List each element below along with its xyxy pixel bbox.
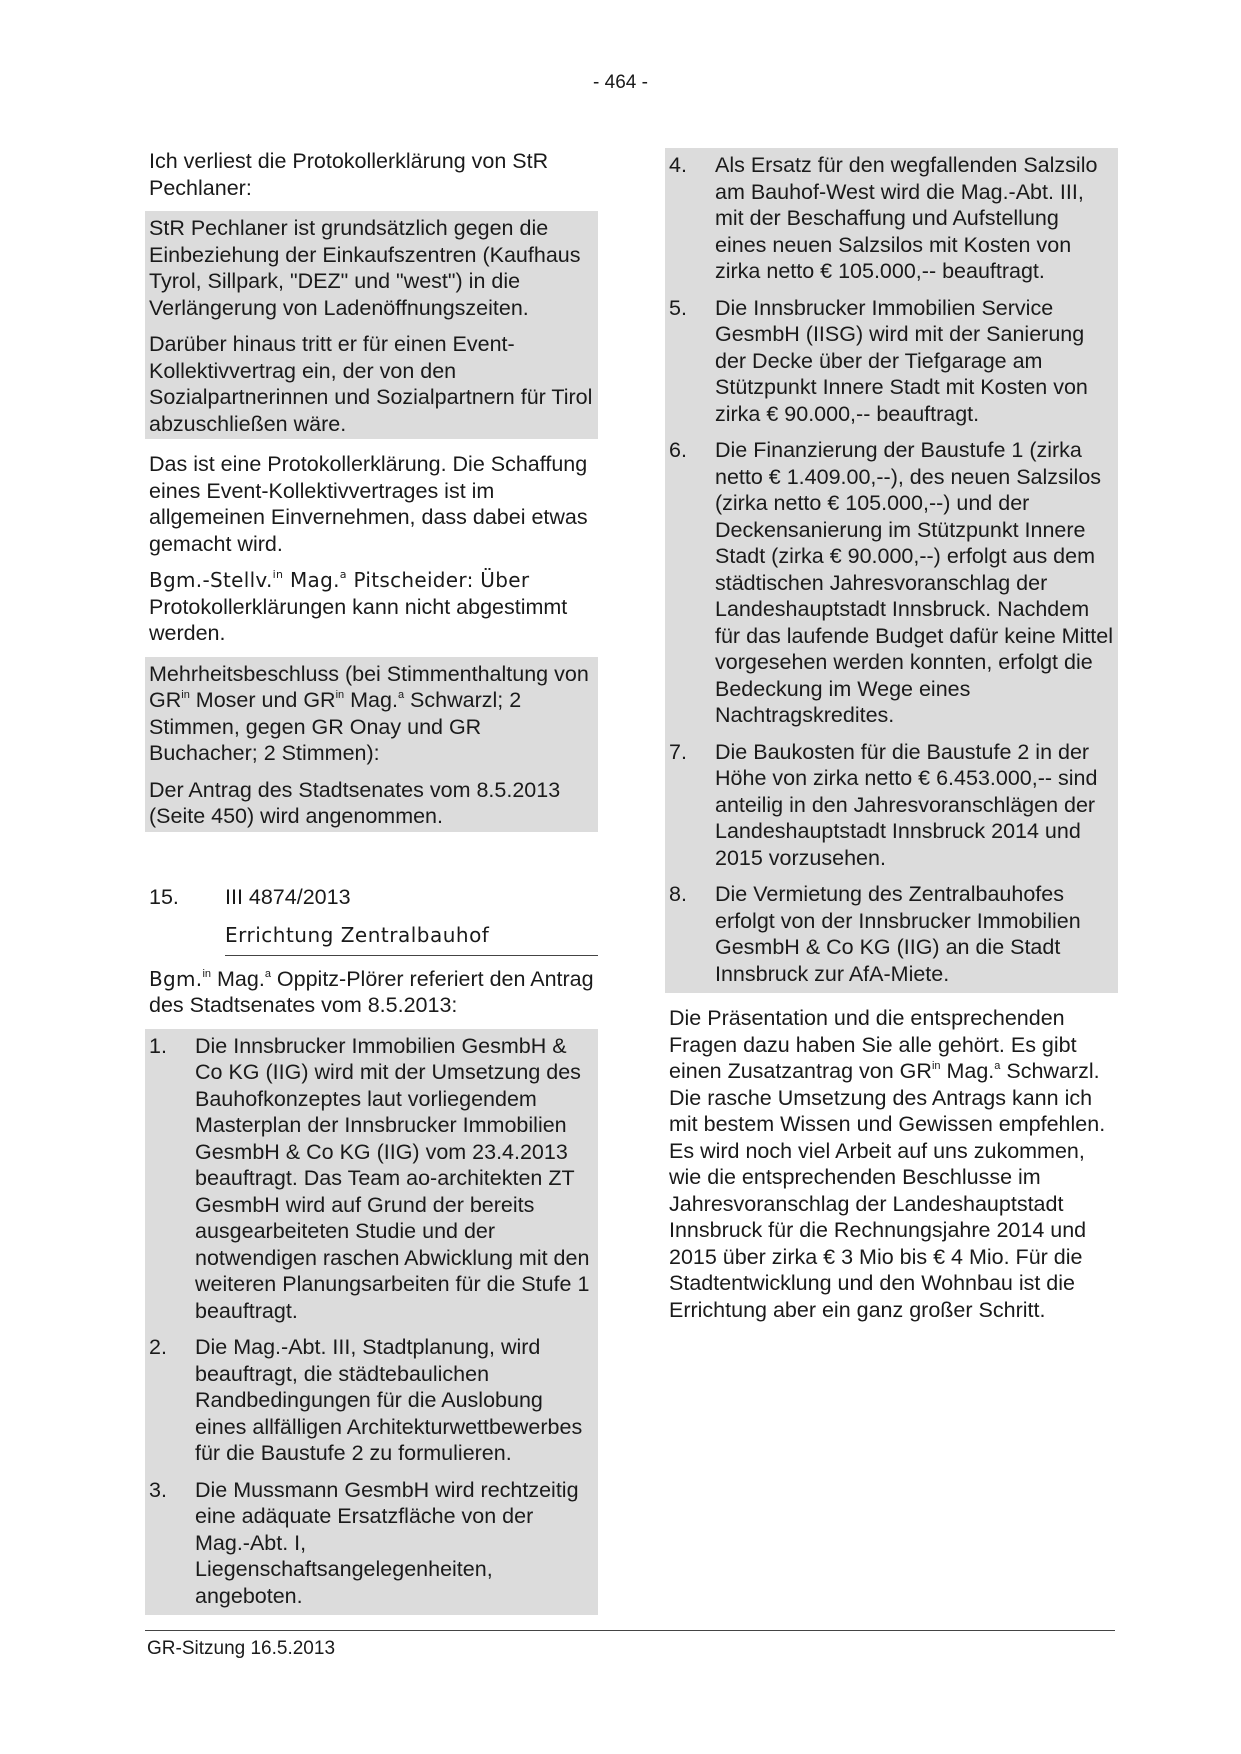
closing-text: Die Präsentation und die entsprechenden Fragen dazu haben Sie alle gehört. Es gibt einen Zusatzantrag von $GR^{in}$ Mag.$^a$ Schwarzl. Die rasche Umsetzung des Antrags kann ich mit bestem Wissen und Gewissen empfehlen. Es wird noch viel Arbeit auf uns zukommen, wie die entsprechenden Beschlusse im Jahresvoranschlag der Landeshauptstadt Innsbruck für die Rechnungsjahre 2014 und 2015 über zirka € 3 Mio bis € 4 Mio. Für die Stadtentwicklung und den Wohnbau ist die Errichtung aber ein ganz großer Schritt. xyxy=(669,1006,1106,1322)
agenda-title: Errichtung Zentralbauhof xyxy=(225,910,598,956)
agenda-code: III 4874/2013 xyxy=(225,884,351,909)
list-item: 5. Die Innsbrucker Immobilien Service GesmbH (IISG) wird mit der Sanierung der Decke über der Tiefgarage am Stützpunkt Innere Stadt mit Kosten von zirka € 90.000,-- beauftragt. xyxy=(669,295,1088,426)
list-item: 6. Die Finanzierung der Baustufe 1 (zirka netto € 1.409.00,--), des neuen Salzsilos (zirka netto € 105.000,--) und der Deckensanierung im Stützpunkt Innere Stadt (zirka € 90.000,--) erfolgt aus dem städtischen Jahresvoranschlag der Landeshauptstadt Innsbruck. Nachdem für das laufende Budget dafür keine Mittel vorgesehen werden konnten, erfolgt die Bedeckung im Wege eines Nachtragskredites. xyxy=(669,438,1114,727)
agenda-number: 15. xyxy=(149,884,179,909)
intro-text: Ich verliest die Protokollerklärung von StR Pechlaner: xyxy=(149,149,549,200)
vote-text: Mehrheitsbeschluss (bei Stimmenthaltung von $GR^{in}$ Moser und $GR^{in}$ Mag.$^a$ Schwarzl; 2 Stimmen, gegen GR Onay und GR Buchacher; 2 Stimmen): xyxy=(149,661,589,765)
list-item: 1. Die Innsbrucker Immobilien GesmbH & Co KG (IIG) wird mit der Umsetzung des Bauhofkonzeptes laut vorliegendem Masterplan der Innsbrucker Immobilien GesmbH & Co KG (IIG) vom 23.4.2013 beauftragt. Das Team ao-architekten ZT GesmbH wird auf Grund der bereits ausgearbeiteten Studie und der notwendigen raschen Abwicklung mit den weiteren Planungsarbeiten für die Stufe 1 beauftragt. xyxy=(149,1033,590,1323)
list-item: 8. Die Vermietung des Zentralbauhofes erfolgt von der Innsbrucker Immobilien GesmbH & Co KG (IIG) an die Stadt Innsbruck zur AfA-Miete. xyxy=(669,882,1081,986)
speaker-statement: Bgm.-Stellv.$^{in}$ Mag.$^a$ Pitscheider: Über Protokollerklärungen kann nicht abgestimmt werden. xyxy=(149,568,568,645)
motion-list xyxy=(145,1029,598,1616)
decision-text: Der Antrag des Stadtsenates vom 8.5.2013 (Seite 450) wird angenommen. xyxy=(149,777,561,828)
statement-paragraph: StR Pechlaner ist grundsätzlich gegen die Einbeziehung der Einkaufszentren (Kaufhaus Tyrol, Sillpark, "DEZ" und "west") in die Verlängerung von Ladenöffnungszeiten. xyxy=(149,216,581,320)
protocol-statement xyxy=(145,211,598,439)
page-number: - 464 - xyxy=(593,72,648,93)
statement-paragraph: Darüber hinaus tritt er für einen Event-Kollektivvertrag ein, der von den Sozialpartnerinnen und Sozialpartnern für Tirol abzuschließen wäre. xyxy=(149,332,593,436)
speaker-name: Bgm.-Stellv.$^{in}$ Mag.$^a$ Pitscheider: Über xyxy=(149,568,530,592)
footer-text: GR-Sitzung 16.5.2013 xyxy=(147,1638,336,1659)
list-item: 3. Die Mussmann GesmbH wird rechtzeitig eine adäquate Ersatzfläche von der Mag.-Abt. I, Liegenschaftsangelegenheiten, angeboten. xyxy=(149,1477,579,1608)
list-item: 4. Als Ersatz für den wegfallenden Salzsilo am Bauhof-West wird die Mag.-Abt. III, mit der Beschaffung und Aufstellung eines neuen Salzsilos mit Kosten von zirka netto € 105.000,-- beauftragt. xyxy=(669,153,1098,283)
left-column xyxy=(145,148,598,1627)
vote-result xyxy=(145,657,598,832)
list-item: 2. Die Mag.-Abt. III, Stadtplanung, wird beauftragt, die städtebaulichen Randbedingungen für die Auslobung eines allfälligen Architekturwettbewerbes für die Baustufe 2 zu formulieren. xyxy=(149,1335,583,1465)
speaker-statement: Bgm.$^{in}$ Mag.$^a$ Oppitz-Plörer referiert den Antrag des Stadtsenates vom 8.5.2013: xyxy=(149,966,594,1017)
motion-list-continued xyxy=(665,148,1118,993)
agenda-item xyxy=(145,884,598,956)
footer-divider xyxy=(145,1630,1115,1631)
right-column xyxy=(665,148,1118,1333)
remark-text: Das ist eine Protokollerklärung. Die Schaffung eines Event-Kollektivvertrages ist im allgemeinen Einvernehmen, dass dabei etwas gemacht wird. xyxy=(149,452,588,556)
list-item: 7. Die Baukosten für die Baustufe 2 in der Höhe von zirka netto € 6.453.000,-- sind anteilig in den Jahresvoranschlägen der Landeshauptstadt Innsbruck 2014 und 2015 vorzusehen. xyxy=(669,739,1098,870)
